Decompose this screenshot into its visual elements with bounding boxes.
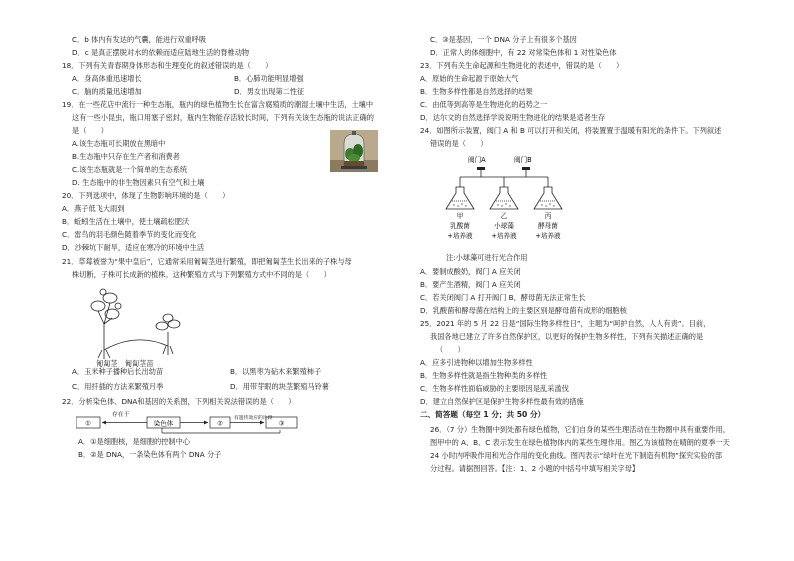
q21-option-d: D．用带芽眼的块茎繁殖马铃薯 bbox=[230, 382, 329, 391]
chromosome-dna-gene-diagram bbox=[76, 411, 298, 435]
valve-a-handle bbox=[477, 167, 485, 170]
q20-option-b: B．蚯蚓生活在土壤中，使土壤疏松肥沃 bbox=[62, 217, 190, 226]
q24-option-c: C．若关闭阀门 A 打开阀门 B，酵母菌无法正常生长 bbox=[420, 293, 586, 302]
q18-stem: 18．下列有关青春期身体形态和生理变化的叙述错误的是（ ） bbox=[62, 61, 273, 70]
flask-3-medium: +培养液 bbox=[535, 232, 561, 240]
q25-option-c: C．生物多样性面临威胁的主要原因是乱采滥伐 bbox=[420, 384, 569, 393]
q19-option-a: A.该生态瓶可长期放在黑暗中 bbox=[72, 139, 166, 148]
flask-1-letter: 甲 bbox=[456, 212, 464, 220]
label-genetic-segment: 有遗传效应的片段 bbox=[234, 416, 273, 421]
q19-option-c: C.该生态瓶就是一个简单的生态系统 bbox=[72, 165, 188, 174]
strawberry-caption: 匍匐茎 匍匐茎苗 bbox=[96, 359, 154, 368]
q19-option-d: D. 生态瓶中的非生物因素只有空气和土壤 bbox=[72, 178, 205, 187]
diagram-box-1: ① bbox=[85, 419, 91, 428]
q24-stem-line2: 错误的是（ ） bbox=[430, 139, 488, 148]
q22-option-d: D．正常人的体细胞中，有 22 对常染色体和 1 对性染色体 bbox=[430, 48, 617, 57]
q17-option-d: D．c 是真正摆脱对水的依赖而适应陆地生活的脊椎动物 bbox=[72, 48, 250, 57]
q25-option-d: D．建立自然保护区是保护生物多样性最有效的措施 bbox=[420, 397, 584, 406]
label-exists-in: 存在于 bbox=[112, 412, 130, 418]
valve-b-label: 阀门B bbox=[514, 156, 532, 164]
q21-option-b: B．以黑枣为砧木来繁殖柿子 bbox=[230, 367, 322, 376]
arrowhead-3 bbox=[260, 421, 264, 425]
valve-a-label: 阀门A bbox=[468, 156, 486, 164]
q23-option-a: A．原始的生命起源于原始大气 bbox=[420, 74, 519, 83]
q21-stem-line2: 株切断，子株可长成新的植株。这种繁殖方式与下列繁殖方式中不同的是（ ） bbox=[72, 270, 331, 279]
q26-stem-line3: 24 小时内呼吸作用和光合作用的变化曲线。图丙表示“绿叶在光下制造有机物”探究实验的部 bbox=[430, 451, 723, 460]
q20-option-d: D．沙棘坑下耐旱，适应在寒冷的环境中生活 bbox=[62, 243, 205, 252]
strawberry-runner-figure bbox=[76, 284, 196, 368]
q18-option-c: C．脑的质量迅速增加 bbox=[72, 87, 142, 96]
flask-3-letter: 丙 bbox=[544, 212, 552, 220]
q17-option-c: C．b 体内有发达的气囊，能进行双重呼吸 bbox=[72, 35, 207, 44]
q24-option-d: D．乳酸菌和酵母菌在结构上的主要区别是酵母菌有成形的细胞核 bbox=[420, 306, 627, 315]
q21-option-a: A．玉米种子播种后长出幼苗 bbox=[72, 367, 164, 376]
q25-stem-line2: 我国各地已建立了许多自然保护区，以更好的保护生物多样性，下列有关描述正确的是 bbox=[430, 332, 704, 341]
q23-option-d: D．达尔文的自然选择学说说明生物进化的结果是适者生存 bbox=[420, 113, 606, 122]
flask-2-organism: 小球藻 bbox=[494, 222, 514, 230]
q23-stem: 23．下列有关生命起源和生物进化的表述中，错误的是（ ） bbox=[420, 61, 624, 70]
q23-option-b: B．生物多样性都是自然选择的结果 bbox=[420, 87, 533, 96]
arrowhead-1 bbox=[102, 421, 106, 425]
q22-option-a: A．①是细胞核，是细胞的控制中心 bbox=[78, 437, 190, 446]
flask-2-medium: +培养液 bbox=[491, 232, 517, 240]
q22-option-b: B．②是 DNA，一条染色体有两个 DNA 分子 bbox=[78, 450, 222, 459]
q25-option-a: A．应多引进物种以增加生物多样性 bbox=[420, 358, 533, 367]
q24-option-a: A．要制成酸奶，阀门 A 应关闭 bbox=[420, 267, 521, 276]
flask-2-letter: 乙 bbox=[500, 212, 508, 220]
valve-b-handle bbox=[522, 167, 530, 170]
q25-option-b: B．生物多样性就是指生物种类的多样性 bbox=[420, 371, 548, 380]
q19-stem-line1: 19．在一些花店中流行一种生态瓶，瓶内的绿色植物生长在富含腐殖质的潮湿土壤中生活，土壤中 bbox=[62, 100, 374, 109]
q19-stem-line3: 是（ ） bbox=[72, 126, 108, 135]
diagram-box-2: ② bbox=[217, 419, 223, 428]
diagram-box-3: ③ bbox=[278, 419, 285, 428]
q22-stem: 22．分析染色体、DNA和基因的关系图，下列相关说法错误的是（ ） bbox=[62, 397, 296, 406]
q25-stem-line1: 25．2021 年的 5 月 22 日是“国际生物多样性日”，主题为“呵护自然，人人有责”。目前， bbox=[420, 319, 711, 328]
q24-option-b: B．要产生酒精，阀门 A 应关闭 bbox=[420, 280, 521, 289]
q21-stem-line1: 21．草莓被誉为“果中皇后”，它通常采用匍匐茎进行繁殖，即把匍匐茎生长出来的子株与母 bbox=[62, 257, 352, 266]
q20-option-a: A．燕子低飞大雨到 bbox=[62, 204, 125, 213]
q20-option-c: C．雷鸟的羽毛颜色随着季节的变化而变化 bbox=[62, 230, 197, 239]
q22-option-c: C．③是基因，一个 DNA 分子上有很多个基因 bbox=[430, 35, 577, 44]
arrowhead-2 bbox=[204, 421, 208, 425]
q18-option-a: A．身高体重迅速增长 bbox=[72, 74, 142, 83]
q21-option-c: C．用扦插的方法来繁殖月季 bbox=[72, 382, 164, 391]
q24-stem-line1: 24．如图所示装置，阀门 A 和 B 可以打开和关闭，将装置置于温暖有阳光的条件下。下列叙述 bbox=[420, 126, 722, 135]
q26-stem-line2: 图甲中的 A、B、C 表示发生在绿色植物体内的某些生理作用。图乙为该植物在晴朗的夏季一天 bbox=[430, 438, 730, 447]
terrarium-photo bbox=[330, 130, 378, 172]
diagram-box-chromosome: 染色体 bbox=[153, 419, 174, 428]
flask-3-organism: 酵母菌 bbox=[538, 222, 558, 230]
q18-option-b: B．心肺功能明显增强 bbox=[234, 74, 304, 83]
q25-stem-line3: （ ） bbox=[436, 345, 465, 354]
q20-stem: 20．下列选项中，体现了生物影响环境的是（ ） bbox=[62, 191, 230, 200]
flask-1-medium: +培养液 bbox=[447, 232, 473, 240]
section-heading: 二、简答题（每空 1 分；共 50 分） bbox=[420, 410, 546, 419]
q23-option-c: C．由低等到高等是生物进化的趋势之一 bbox=[420, 100, 548, 109]
flask-1-organism: 乳酸菌 bbox=[450, 222, 470, 230]
q19-stem-line2: 这有一些小昆虫，瓶口用塞子密封，瓶内生物能存活较长时间，下列有关该生态瓶的说法正确的 bbox=[72, 113, 374, 122]
flask-apparatus-figure bbox=[440, 153, 580, 253]
q26-stem-line1: 26．（7 分）生物圈中到处都有绿色植物，它们自身的某些生理活动在生物圈中具有重要作用， bbox=[430, 425, 730, 434]
q19-option-b: B.生态瓶中只存在生产者和消费者 bbox=[72, 152, 180, 161]
q24-note: 注:小球藻可进行光合作用 bbox=[446, 253, 528, 262]
q18-option-d: D．男女出现第二性征 bbox=[234, 87, 305, 96]
q26-stem-line4: 分过程。请据图回答。【注：1、2 小题的中括号中填写相关字母】 bbox=[430, 464, 640, 473]
